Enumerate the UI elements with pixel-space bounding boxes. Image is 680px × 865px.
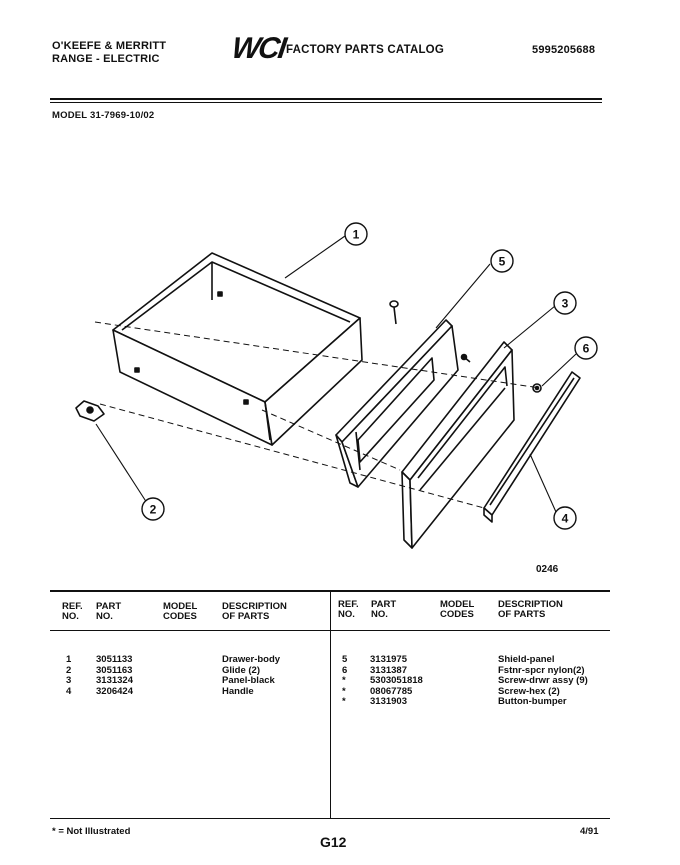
table-row: 2 bbox=[66, 664, 72, 676]
left-header-part: PART NO. bbox=[96, 601, 122, 622]
table-row: * bbox=[342, 685, 346, 697]
catalog-title: FACTORY PARTS CATALOG bbox=[286, 44, 444, 56]
drawer-body bbox=[113, 253, 362, 445]
callout-4: 4 bbox=[561, 511, 569, 526]
part-number: 3131324 bbox=[96, 675, 133, 686]
part-description: Screw-hex (2) bbox=[498, 685, 560, 697]
left-part-column bbox=[96, 655, 133, 697]
part-description: Glide (2) bbox=[222, 664, 261, 676]
part-number: 3131975 bbox=[370, 654, 407, 665]
callout-1: 1 bbox=[352, 227, 360, 242]
catalog-number: 5995205688 bbox=[532, 44, 596, 56]
not-illustrated-note: * = Not Illustrated bbox=[52, 826, 131, 837]
table-rule-bottom bbox=[50, 818, 610, 819]
right-header-ref: REF. NO. bbox=[338, 599, 359, 620]
part-number: 3051163 bbox=[96, 664, 133, 676]
glide bbox=[76, 401, 104, 421]
callout-2: 2 bbox=[149, 502, 157, 517]
part-number: 08067785 bbox=[370, 685, 413, 697]
part-description: Panel-black bbox=[222, 675, 275, 686]
table-row: 1 bbox=[66, 654, 72, 665]
part-description: Handle bbox=[222, 685, 254, 697]
brand-line-2: RANGE - ELECTRIC bbox=[52, 53, 160, 65]
revision-date: 4/91 bbox=[580, 826, 599, 837]
right-desc-column bbox=[498, 655, 588, 708]
table-row: 5 bbox=[342, 654, 348, 665]
part-number: 3131903 bbox=[370, 696, 407, 707]
callout-5: 5 bbox=[498, 254, 506, 269]
right-header-model: MODEL CODES bbox=[440, 599, 475, 620]
part-description: Fstnr-spcr nylon(2) bbox=[498, 664, 585, 676]
table-row: 6 bbox=[342, 664, 348, 676]
callout-6: 6 bbox=[582, 341, 590, 356]
part-description: Shield-panel bbox=[498, 654, 555, 665]
table-row: 3 bbox=[66, 675, 72, 686]
part-number: 3206424 bbox=[96, 685, 133, 697]
figure-number: 0246 bbox=[536, 564, 559, 575]
callout-3: 3 bbox=[561, 296, 569, 311]
part-number: 3131387 bbox=[370, 664, 407, 676]
table-row: 4 bbox=[66, 685, 72, 697]
part-number: 5303051818 bbox=[370, 675, 423, 686]
model-number: MODEL 31-7969-10/02 bbox=[52, 110, 155, 121]
right-ref-column bbox=[342, 655, 347, 708]
brand-line-1: O'KEEFE & MERRITT bbox=[52, 40, 167, 52]
right-header-desc: DESCRIPTION OF PARTS bbox=[498, 599, 563, 620]
part-description: Screw-drwr assy (9) bbox=[498, 675, 588, 686]
wci-logo: WCI bbox=[229, 32, 287, 65]
right-part-column bbox=[370, 655, 423, 708]
part-description: Drawer-body bbox=[222, 654, 281, 665]
table-row: * bbox=[342, 696, 346, 707]
left-header-ref: REF. NO. bbox=[62, 601, 83, 622]
fastener bbox=[533, 384, 541, 392]
page-number: G12 bbox=[320, 834, 347, 850]
table-row: * bbox=[342, 675, 346, 686]
part-number: 3051133 bbox=[96, 654, 133, 665]
right-header-part: PART NO. bbox=[371, 599, 397, 620]
table-divider bbox=[330, 590, 331, 818]
left-header-desc: DESCRIPTION OF PARTS bbox=[222, 601, 287, 622]
left-desc-column bbox=[222, 655, 280, 697]
part-description: Button-bumper bbox=[498, 696, 567, 707]
left-ref-column bbox=[66, 655, 71, 697]
left-header-model: MODEL CODES bbox=[163, 601, 198, 622]
